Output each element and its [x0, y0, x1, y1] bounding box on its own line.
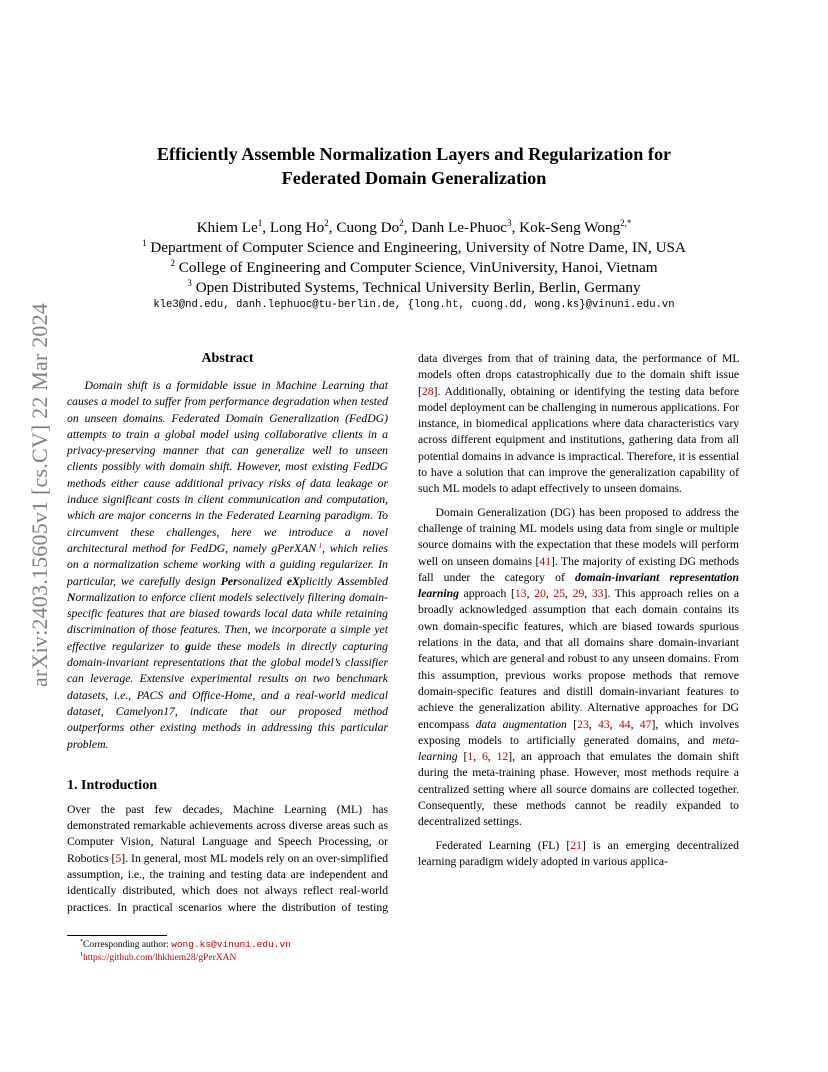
- author-name: Long Ho: [269, 219, 325, 236]
- text-part: reflect: [303, 884, 334, 898]
- emphasis-text: data augmentation: [475, 717, 567, 731]
- text-part: Additionally,: [444, 384, 506, 398]
- text-part: [: [566, 717, 578, 731]
- text-part: In: [131, 851, 141, 865]
- affiliation: [100, 238, 728, 258]
- text-part: Vision,: [120, 835, 154, 849]
- abstract-text-part: uide these models in directly capturing domain-invariant representations that the global model’s classifier can leverage. Extensive experimental results on two benchmark datasets, i.e., PACS and Office-Home, and a real-world medical dataset, Camelyon17, indicate that our proposed method outperforms other existing methods in addressing this particular problem.: [67, 639, 388, 751]
- text-part: has: [372, 802, 389, 816]
- text-part: ML: [442, 482, 460, 496]
- text-part: improve: [548, 466, 588, 480]
- text-part: across: [256, 819, 286, 833]
- text-part: diverges: [442, 352, 483, 365]
- text-part: models: [229, 851, 264, 865]
- text-part: diverse: [288, 819, 323, 833]
- text-part: biomedical: [475, 417, 528, 431]
- affiliation: [100, 258, 728, 278]
- text-part: in: [463, 417, 473, 431]
- text-part: ], which involves exposing models to artificially generated domains, and: [418, 717, 739, 747]
- text-part: such: [418, 482, 440, 496]
- text-part: not: [243, 884, 259, 898]
- text-part: or: [559, 384, 570, 398]
- text-part: drops: [485, 368, 512, 382]
- text-part: or: [378, 835, 389, 849]
- text-part: [: [418, 384, 422, 398]
- text-part: domain: [650, 368, 686, 382]
- text-part: generalization: [609, 466, 676, 480]
- text-part: catastrophically: [516, 368, 591, 382]
- text-part: different: [451, 433, 492, 447]
- author-mark: 2: [324, 218, 329, 228]
- text-part: approach [: [458, 587, 515, 601]
- text-part: Federated Learning (FL) [: [435, 838, 571, 852]
- abstract-text-part: sonalized: [237, 574, 287, 588]
- affiliation: [100, 278, 728, 298]
- text-part: be: [527, 400, 539, 414]
- text-part: identifying: [573, 384, 626, 398]
- text-part: before: [709, 384, 740, 398]
- text-part: and: [254, 835, 272, 849]
- footnote-repo: [80, 952, 380, 965]
- text-part: vary: [718, 417, 740, 431]
- title-line: Efficiently Assemble Normalization Layers and Regularization for: [156, 144, 672, 164]
- text-part: is: [688, 449, 696, 463]
- affiliation-mark: 3: [187, 278, 192, 288]
- text-part: Robotics: [67, 851, 109, 865]
- abstract-text: [67, 378, 388, 753]
- text-part: models: [462, 482, 497, 496]
- citation-link[interactable]: 44: [618, 717, 631, 731]
- paper-title: [100, 142, 728, 190]
- text-part: remarkable: [133, 819, 186, 833]
- text-part: testing: [230, 868, 262, 882]
- text-part: advance: [516, 449, 555, 463]
- text-part: ]. This approach relies on a broadly acknowledged assumption that each domain contains its own domain-specific features, which are biased towards spurious relations in the data, and that all domains share domain-invariant features, which are general and robust to any unseen domains. From this assumption, previous works propose methods that remove domain-specific features and distill domain-invariant features to achieve the generalization ability. Alternative approaches for DG encompass: [418, 587, 740, 731]
- text-part: demonstrated: [67, 819, 130, 833]
- title-line: Federated Domain Generalization: [281, 168, 547, 188]
- text-part: essential: [698, 449, 740, 463]
- text-part: across: [418, 433, 448, 447]
- text-part: ML: [209, 851, 227, 865]
- affiliation-mark: 1: [142, 238, 147, 248]
- text-part: most: [184, 851, 207, 865]
- text-part: impractical.: [568, 449, 624, 463]
- text-part: unseen: [604, 482, 637, 496]
- text-part: [223, 803, 233, 816]
- abstract-text-part: ssembled: [345, 574, 388, 588]
- text-part: applications.: [660, 400, 720, 414]
- citation-link[interactable]: 47: [639, 717, 652, 731]
- text-part: the: [261, 900, 277, 914]
- text-part: of: [341, 900, 352, 914]
- text-part: of: [729, 466, 740, 480]
- author-list: Khiem Le$^1$, Long Ho$^2$, Cuong Do$^2$, Danh Le-Phuoc$^3$, Kok-Seng Wong$^{2,*}$: [196, 218, 632, 236]
- text-part: shift: [690, 368, 711, 382]
- citation-link[interactable]: 23: [577, 717, 589, 731]
- text-part: in: [599, 400, 609, 414]
- text-part: testing: [649, 384, 681, 398]
- citation-link[interactable]: 21: [570, 838, 582, 852]
- text-part: identically: [67, 884, 117, 898]
- author-name: Danh Le-Phuoc: [411, 219, 508, 236]
- text-part: data: [676, 433, 697, 447]
- text-part: ].: [433, 384, 441, 398]
- text-part: of: [538, 352, 549, 365]
- text-part: Natural: [160, 835, 196, 849]
- text-part: are: [290, 868, 305, 882]
- text-part: distribution: [281, 900, 336, 914]
- text-part: areas: [326, 819, 351, 833]
- text-part: [271, 835, 278, 848]
- text-part: Speech: [277, 835, 312, 849]
- text-part: potential: [418, 449, 459, 463]
- author-block: [100, 218, 728, 298]
- text-part: Learning: [284, 802, 327, 816]
- text-part: training: [168, 868, 205, 882]
- paragraph: [67, 802, 388, 916]
- text-part: on: [287, 851, 300, 865]
- text-part: testing: [356, 900, 389, 914]
- text-part: the: [622, 352, 638, 365]
- citation-link[interactable]: 25: [553, 587, 566, 601]
- citation-link[interactable]: 29: [572, 587, 585, 601]
- text-part: [274, 803, 284, 816]
- text-part: applications: [531, 417, 589, 431]
- text-part: and: [548, 433, 566, 447]
- abstract-heading: Abstract: [201, 351, 254, 366]
- abstract-text-part: ormalization to enforce client models selectively filtering domain-specific features that are biased towards local data while retaining discrimination of those features. Then, we incorporate a simple yet effective regularizer to: [67, 590, 388, 653]
- text-part: always: [264, 884, 298, 898]
- text-part: model: [418, 400, 448, 414]
- author-mark: 2: [399, 218, 404, 228]
- text-part: the: [629, 384, 645, 398]
- text-part: data: [266, 868, 286, 882]
- text-part: domains: [461, 449, 502, 463]
- text-part: In: [117, 900, 127, 914]
- abstract-text-part: Domain shift is a formidable issue in Machine Learning that causes a model to suffer from performance degradation when tested on unseen domains. Federated Domain Generalization (FedDG) attempts to train a global model using collaborative clients in a privacy-preserving manner that can generalize well to unseen clients possibly with domain shift. However, most existing FedDG methods either cause additional privacy risks of data leakage or induce significant costs in client communication and computation, which are major concerns in the Federated Learning paradigm. To circumvent these challenges, here we introduce a novel architectural method for FedDG, namely gPerXAN: [67, 379, 388, 555]
- text-part: capability: [679, 466, 726, 480]
- text-part: obtaining: [510, 384, 555, 398]
- author-mark: 3: [507, 218, 512, 228]
- citation-link[interactable]: 43: [597, 717, 610, 731]
- text-part: such: [353, 819, 375, 833]
- citation-link[interactable]: 33: [591, 587, 604, 601]
- text-part: achievements: [189, 819, 253, 833]
- author-name: Kok-Seng Wong: [519, 219, 621, 236]
- text-part: [: [111, 851, 116, 865]
- author-mark: 1: [257, 218, 263, 228]
- text-part: the: [591, 466, 606, 480]
- footnote-corresponding: [80, 938, 380, 952]
- text-part: Machine: [232, 802, 274, 816]
- acronym-letter: A: [337, 574, 346, 588]
- text-part: ].: [121, 851, 129, 865]
- text-part: ] is an emerging decentralized learning paradigm widely adopted in various applica-: [418, 838, 739, 868]
- right-column: [418, 351, 739, 870]
- text-part: does: [216, 884, 238, 898]
- text-part: (ML): [336, 802, 363, 816]
- corresponding-email-link[interactable]: wong.ks@vinuni.edu.vn: [171, 939, 291, 950]
- text-part: over-simplified: [316, 851, 389, 865]
- text-part: the: [149, 868, 164, 882]
- text-part: distributed,: [122, 884, 176, 898]
- text-part: assumption,: [67, 868, 124, 882]
- left-column: [67, 350, 388, 916]
- text-part: often: [456, 368, 481, 382]
- citation-link[interactable]: 12: [496, 750, 509, 764]
- author-emails: kle3@nd.edu, danh.lephuoc@tu-berlin.de, {long.ht, cuong.dd, wong.ks}@vinuni.edu.vn: [153, 299, 675, 311]
- text-part: an: [302, 851, 314, 865]
- text-part: data,: [595, 352, 618, 365]
- text-part: solution: [465, 466, 504, 480]
- text-part: few: [154, 802, 173, 816]
- text-part: effectively: [539, 482, 590, 496]
- text-part: as: [378, 819, 389, 833]
- abstract-text-part: , which relies on a normalization scheme working with a guiding regularizer. In particular, we carefully design: [67, 541, 388, 588]
- text-part: from: [487, 352, 511, 365]
- affiliation-mark: 2: [170, 258, 175, 268]
- text-part: ], an approach that emulates the domain shift during the meta-training phase. However, most methods require a centralized setting where all source domains are collected together. Consequently, these methods cannot be readily expanded to decentralized settings.: [418, 750, 739, 829]
- text-part: can: [508, 400, 525, 414]
- text-part: and: [209, 868, 227, 882]
- emphasis-text: domain-invariant representation learning: [418, 570, 739, 601]
- text-part: have: [430, 466, 453, 480]
- affiliation-text: Open Distributed Systems, Technical University Berlin, Berlin, Germany: [195, 279, 641, 296]
- text-part: challenging: [541, 400, 597, 414]
- text-part: gathering: [628, 433, 673, 447]
- abstract-text-part: plicitly: [299, 574, 338, 588]
- text-part: performance: [642, 352, 702, 365]
- text-part: rely: [266, 851, 285, 865]
- repository-link[interactable]: https://github.com/lhkhiem28/gPerXAN: [83, 953, 237, 963]
- text-part: scenarios: [178, 900, 222, 914]
- right-column-content: [418, 351, 739, 870]
- text-part: deployment: [450, 400, 506, 414]
- footnote-mark: 1: [80, 952, 83, 958]
- text-part: Processing,: [318, 835, 372, 849]
- text-part: Domain Generalization (DG) has been proposed to address the challenge of training ML models using data from single or multiple source domains with the expectation that these models will perform well on unseen domains [: [418, 505, 739, 568]
- text-part: decades,: [182, 802, 223, 816]
- text-part: which: [181, 884, 211, 898]
- text-part: of: [706, 352, 717, 365]
- text-part: adapt: [511, 482, 537, 496]
- text-part: practical: [132, 900, 173, 914]
- text-part: [90, 803, 100, 816]
- text-part: practices.: [67, 900, 112, 914]
- abstract: [67, 350, 388, 753]
- text-part: the: [630, 368, 646, 382]
- text-part: real-world: [339, 884, 389, 898]
- text-part: For: [722, 400, 740, 414]
- text-part: ]. The majority of existing DG methods fall under the category of: [418, 554, 739, 584]
- text-part: can: [528, 466, 545, 480]
- text-part: issue: [715, 368, 740, 382]
- footnotes: [80, 938, 380, 965]
- text-part: it: [678, 449, 686, 463]
- paragraph: [418, 838, 739, 871]
- text-part: the: [100, 802, 116, 816]
- text-part: to: [592, 482, 602, 496]
- text-part: ML: [721, 352, 740, 365]
- paragraph: Domain Generalization (DG) has been proposed to address the challenge of training ML models using data from single or multiple source domains with the expectation that these models will perform well on unseen domains [41]. The majority of existing DG methods fall under the category of domain-invariant representation learning approach [13, 20, 25, 29, 33]. This approach relies on a broadly acknowledged assumption that each domain contains its own domain-specific features, which are biased towards spurious relations in the data, and that all domains share domain-invariant features, which are general and robust to any unseen domains. From this assumption, previous works propose methods that remove domain-specific features and distill domain-invariant features to achieve the generalization ability. Alternative approaches for DG encompass data augmentation [23, 43, 44, 47], which involves exposing models to artificially generated domains, and meta-learning [1, 6, 12], an approach that emulates the domain shift during the meta-training phase. However, most methods require a centralized setting where all source domains are collected together. Consequently, these methods cannot be readily expanded to decentralized settings.: [418, 505, 740, 829]
- section-heading-introduction: 1. Introduction: [67, 777, 157, 793]
- arxiv-identifier: arXiv:2403.15605v1 [cs.CV] 22 Mar 2024: [27, 303, 52, 687]
- text-part: equipment: [495, 433, 545, 447]
- text-part: to: [617, 368, 627, 382]
- acronym-letter: eX: [286, 574, 300, 588]
- text-part: in: [504, 449, 514, 463]
- paragraph-continued: [418, 351, 739, 498]
- acronym-letter: g: [185, 639, 191, 653]
- text-part: [: [457, 750, 468, 764]
- citation-link[interactable]: 6: [481, 750, 488, 764]
- text-part: where: [227, 900, 257, 914]
- affiliation-text: Department of Computer Science and Engineering, University of Notre Dame, IN, USA: [150, 239, 686, 256]
- text-part: all: [727, 433, 739, 447]
- text-part: due: [595, 368, 613, 382]
- text-part: instance,: [418, 417, 460, 431]
- acronym-letter: Per: [220, 574, 238, 588]
- text-part: training: [553, 352, 590, 365]
- author-name: Cuong Do: [336, 219, 400, 236]
- text-part: domains.: [639, 482, 682, 496]
- text-part: general,: [143, 851, 182, 865]
- text-part: Over: [67, 802, 91, 816]
- text-part: [172, 803, 182, 816]
- text-part: that: [515, 352, 534, 365]
- text-part: [326, 803, 336, 816]
- citation-link[interactable]: 13: [514, 587, 527, 601]
- text-part: where: [591, 417, 621, 431]
- text-part: [362, 803, 372, 816]
- text-part: Language: [201, 835, 248, 849]
- acronym-letter: N: [67, 590, 76, 604]
- citation-link[interactable]: 41: [539, 554, 552, 568]
- citation-link[interactable]: 28: [421, 384, 434, 398]
- citation-link[interactable]: 5: [115, 851, 122, 865]
- emphasis-text: meta-learning: [418, 733, 739, 764]
- text-part: numerous: [611, 400, 658, 414]
- text-part: a: [456, 466, 462, 480]
- text-part: and: [371, 868, 389, 882]
- footnote-label: Corresponding author:: [83, 940, 172, 950]
- text-part: to: [499, 482, 509, 496]
- citation-link[interactable]: 1: [467, 750, 474, 764]
- text-part: characteristics: [647, 417, 715, 431]
- text-part: that: [507, 466, 525, 480]
- text-part: models: [418, 368, 452, 382]
- text-part: is: [557, 449, 566, 463]
- text-part: past: [125, 802, 145, 816]
- text-part: Computer: [67, 835, 114, 849]
- footnote-rule: [67, 935, 167, 936]
- text-part: data: [684, 384, 705, 398]
- text-part: [144, 803, 154, 816]
- text-part: from: [700, 433, 724, 447]
- citation-link[interactable]: 20: [534, 587, 546, 601]
- footnote-link[interactable]: 1: [318, 541, 323, 550]
- text-part: [115, 803, 125, 816]
- text-part: Therefore,: [626, 449, 676, 463]
- text-part: i.e.,: [127, 868, 145, 882]
- text-part: independent: [309, 868, 367, 882]
- text-part: institutions,: [569, 433, 625, 447]
- text-part: data: [624, 417, 644, 431]
- text-part: to: [418, 466, 428, 480]
- author-mark: 2,*: [620, 218, 632, 228]
- text-part: [195, 835, 202, 848]
- affiliation-text: College of Engineering and Computer Science, VinUniversity, Hanoi, Vietnam: [178, 259, 658, 276]
- footnote-mark: *: [80, 939, 83, 945]
- text-part: data: [418, 352, 438, 365]
- author-name: Khiem Le: [196, 219, 258, 236]
